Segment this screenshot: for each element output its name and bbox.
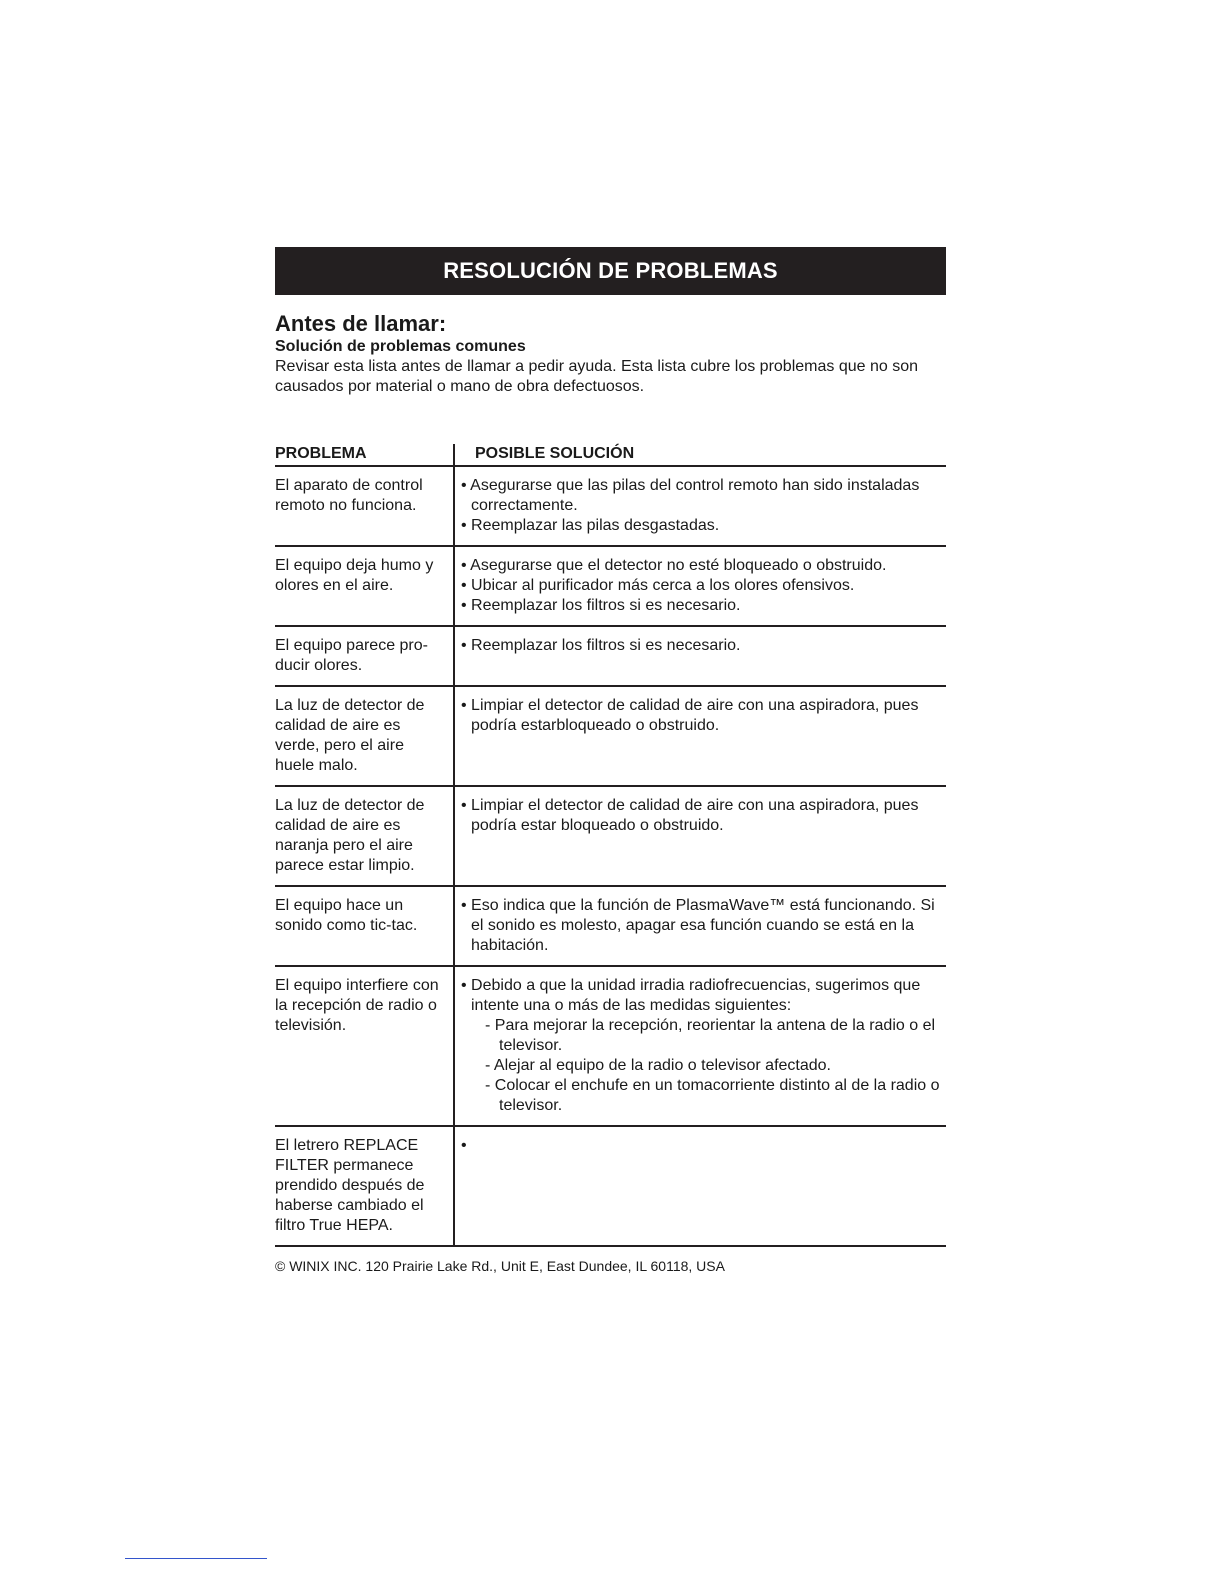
solution-cell <box>454 466 946 546</box>
troubleshooting-page <box>275 247 946 1275</box>
solution-cell <box>454 966 946 1126</box>
solution-cell <box>454 686 946 786</box>
section-title-bar <box>275 247 946 295</box>
problem-cell: El letrero REPLACE FILTER permanece prendido después de haberse cambiado el filtro True HEPA. <box>275 1126 454 1246</box>
solution-item: • Ubicar al purificador más cerca a los olores ofensivos. <box>461 577 855 594</box>
table-row <box>275 786 946 886</box>
solution-cell <box>454 1126 946 1246</box>
solution-sub-item: - Alejar al equipo de la radio o televisor afectado. <box>485 1057 831 1074</box>
table-row <box>275 626 946 686</box>
intro-heading: Antes de llamar: <box>275 311 447 336</box>
intro-text: Revisar esta lista antes de llamar a pedir ayuda. Esta lista cubre los problemas que no son causados por material o mano de obra defectuosos. <box>275 358 919 395</box>
table-header-row <box>275 444 946 466</box>
solution-item: • <box>461 1137 467 1154</box>
solution-sub-item: - Colocar el enchufe en un tomacorriente distinto al de la radio o televisor. <box>485 1077 940 1114</box>
problem-cell: La luz de detector de calidad de aire es verde, pero el aire huele malo. <box>275 686 454 786</box>
problem-cell: El equipo deja humo y olores en el aire. <box>275 546 454 626</box>
solution-item: • Reemplazar las pilas desgastadas. <box>461 517 720 534</box>
solution-item: • Reemplazar los filtros si es necesario. <box>461 597 741 614</box>
solution-cell <box>454 626 946 686</box>
intro-subheading: Solución de problemas comunes <box>275 338 526 355</box>
header-solution: POSIBLE SOLUCIÓN <box>454 444 946 466</box>
solution-cell <box>454 546 946 626</box>
solution-item: • Asegurarse que las pilas del control remoto han sido instaladas correctamente. <box>461 477 920 514</box>
table-row <box>275 686 946 786</box>
problem-cell: El equipo hace un sonido como tic-tac. <box>275 886 454 966</box>
solution-item: • Asegurarse que el detector no esté bloqueado o obstruido. <box>461 557 887 574</box>
solution-item: • Debido a que la unidad irradia radiofrecuencias, sugerimos que intente una o más de las medidas siguientes: <box>461 977 921 1014</box>
problem-cell: El aparato de control remoto no funciona. <box>275 466 454 546</box>
solution-cell <box>454 886 946 966</box>
problem-cell: El equipo parece pro-ducir olores. <box>275 626 454 686</box>
table-body <box>275 466 946 1246</box>
troubleshooting-table <box>275 444 946 1247</box>
table-row <box>275 966 946 1126</box>
header-problem: PROBLEMA <box>275 444 454 466</box>
problem-cell: La luz de detector de calidad de aire es naranja pero el aire parece estar limpio. <box>275 786 454 886</box>
solution-item: • Limpiar el detector de calidad de aire con una aspiradora, pues podría estar bloqueado o obstruido. <box>461 797 919 834</box>
solution-item: • Limpiar el detector de calidad de aire con una aspiradora, pues podría estarbloqueado o obstruido. <box>461 697 919 734</box>
problem-cell: El equipo interfiere con la recepción de radio o televisión. <box>275 966 454 1126</box>
table-row <box>275 886 946 966</box>
solution-item: • Reemplazar los filtros si es necesario. <box>461 637 741 654</box>
section-title: RESOLUCIÓN DE PROBLEMAS <box>443 258 778 283</box>
table-row <box>275 546 946 626</box>
bottom-rule <box>125 1558 267 1559</box>
table-row <box>275 1126 946 1246</box>
table-row <box>275 466 946 546</box>
solution-sub-item: - Para mejorar la recepción, reorientar la antena de la radio o el televisor. <box>485 1017 936 1054</box>
solution-item: • Eso indica que la función de PlasmaWave™ está funcionando. Si el sonido es molesto, apagar esa función cuando se está en la habitación. <box>461 897 935 954</box>
solution-cell <box>454 786 946 886</box>
footer-copyright: © WINIX INC. 120 Prairie Lake Rd., Unit E, East Dundee, IL 60118, USA <box>275 1258 725 1274</box>
